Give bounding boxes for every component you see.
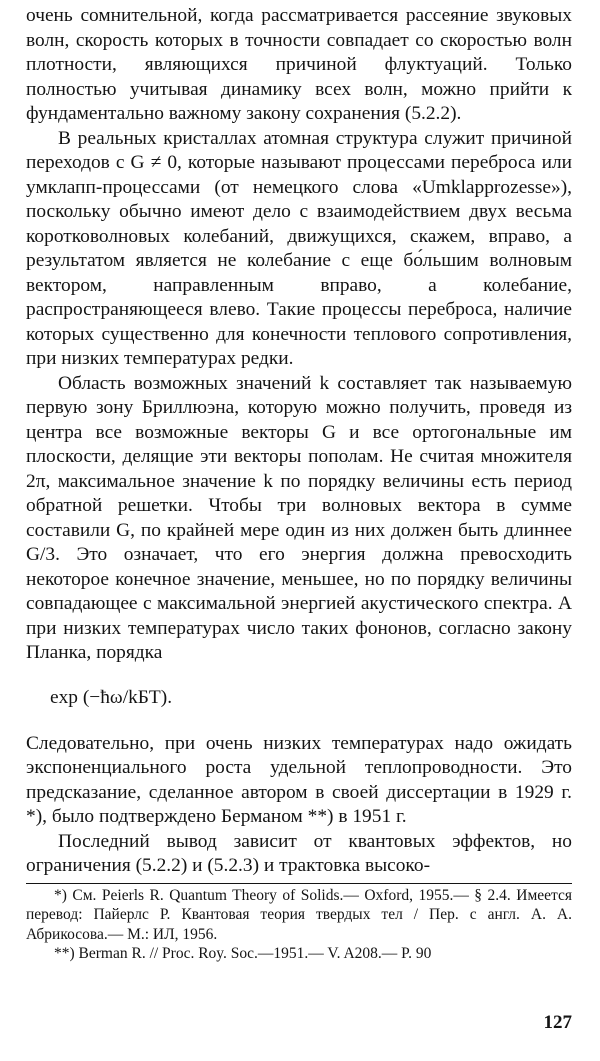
footnote-1: *) См. Peierls R. Quantum Theory of Solids.— Oxford, 1955.— § 2.4. Имеется перевод: Пайерлс Р. Квантовая теория твердых тел / Пер. с англ. А. А. Абрикосова.— М.: ИЛ, 1956.	[26, 886, 572, 943]
paragraph-1: очень сомнительной, когда рассматривается рассеяние звуковых волн, скорость которых в точности совпадает со скоростью волн плотности, являющихся причиной флуктуаций. Только полностью учитывая динамику всех волн, можно прийти к фундаментально важному закону сохранения (5.2.2).	[26, 5, 572, 124]
footnotes	[26, 883, 572, 964]
paragraph-3: Область возможных значений k составляет так называемую первую зону Бриллюэна, которую можно получить, проведя из центра все возможные векторы G и все ортогональные им плоскости, делящие эти векторы пополам. Не считая множителя 2π, максимальное значение k по порядку величины есть период обратной решетки. Чтобы три волновых вектора в сумме составили G, по крайней мере один из них должен быть длиннее G/3. Это означает, что его энергия должна превосходить некоторое конечное значение, меньшее, но по порядку величины совпадающее с максимальной энергией акустического спектра. А при низких температурах число таких фононов, согласно закону Планка, порядка	[26, 372, 572, 663]
paragraph-5: Последний вывод зависит от квантовых эффектов, но ограничения (5.2.2) и (5.2.3) и трактовка высоко-	[26, 830, 572, 876]
paragraph-2: В реальных кристаллах атомная структура служит причиной переходов с G ≠ 0, которые называют процессами переброса или умклапп-процессами (от немецкого слова «Umklapprozesse»), поскольку обычно имеют дело с взаимодействием двух весьма коротковолновых колебаний, движущихся, скажем, вправо, а результатом является не колебание с еще бо́льшим волновым вектором, направленным вправо, а колебание, распространяющееся влево. Такие процессы переброса, наличие которых существенно для конечности теплового сопротивления, при низких температурах редки.	[26, 127, 572, 369]
page-number: 127	[543, 1012, 572, 1033]
formula-exp: exp (−ħω/kБT).	[50, 686, 173, 708]
paragraph-4: Следовательно, при очень низких температурах надо ожидать экспоненциального роста удельной теплопроводности. Это предсказание, сделанное автором в своей диссертации в 1929 г. *), было подтверждено Берманом **) в 1951 г.	[26, 732, 572, 827]
footnote-2: **) Berman R. // Proc. Roy. Soc.—1951.— V. A208.— P. 90	[54, 945, 432, 962]
